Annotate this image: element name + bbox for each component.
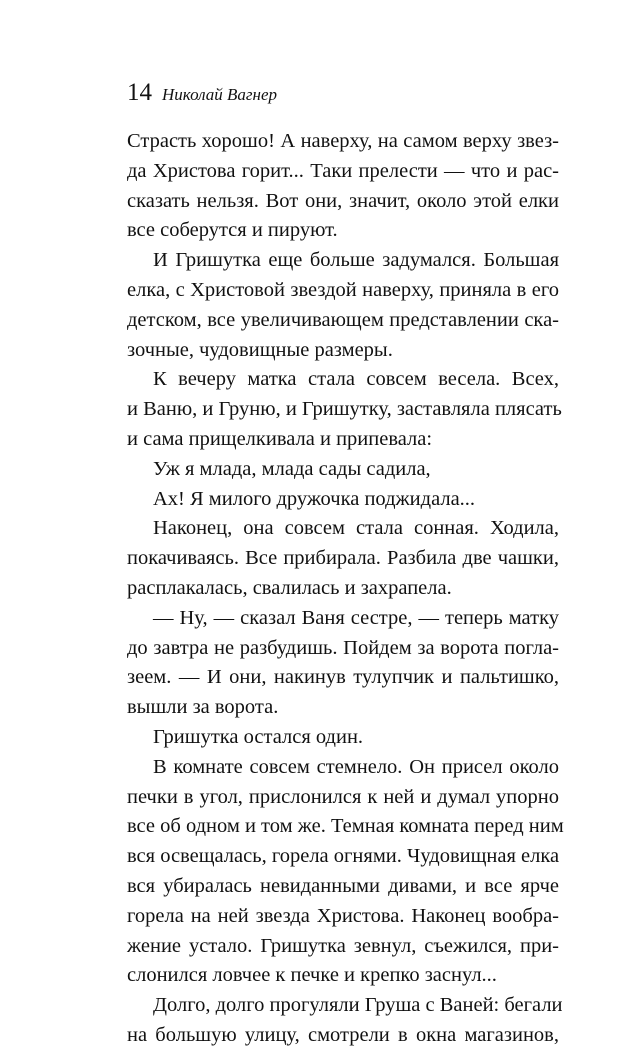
text-line: зочные, чудовищные размеры.: [127, 338, 393, 361]
text-line: печки в угол, прислонился к ней и думал упорно: [127, 785, 559, 808]
text-line: елка, с Христовой звездой наверху, приняла в его: [127, 278, 559, 301]
text-line: В комнате совсем стемнело. Он присел около: [153, 755, 559, 778]
text-line: Уж я млада, млада сады садила,: [153, 457, 431, 480]
text-line: до завтра не разбудишь. Пойдем за ворота погла-: [127, 636, 559, 659]
text-line: расплакалась, свалилась и захрапела.: [127, 576, 452, 599]
page-header: [127, 79, 277, 107]
text-line: и Ваню, и Груню, и Гришутку, заставляла плясать: [127, 398, 562, 421]
text-line: все об одном и том же. Темная комната перед ним: [127, 815, 564, 838]
text-line: да Христова горит... Таки прелести — что и рас-: [127, 159, 559, 182]
text-line: детском, все увеличивающем представлении ска-: [127, 308, 559, 331]
text-line: покачиваясь. Все прибирала. Разбила две чашки,: [127, 547, 559, 570]
text-line: зеем. — И они, накинув тулупчик и пальтишко,: [127, 666, 559, 689]
body-text: [127, 127, 564, 1051]
running-head-author: Николай Вагнер: [162, 85, 278, 104]
text-line: жение устало. Гришутка зевнул, съежился, при-: [127, 934, 559, 957]
text-line: Наконец, она совсем стала сонная. Ходила,: [153, 517, 559, 540]
text-line: — Ну, — сказал Ваня сестре, — теперь матку: [153, 606, 559, 629]
page-number: 14: [127, 79, 152, 106]
text-line: все соберутся и пируют.: [127, 219, 338, 242]
text-line: вся убиралась невиданными дивами, и все ярче: [127, 874, 559, 897]
text-line: Долго, долго прогуляли Груша с Ваней: бегали: [153, 994, 563, 1017]
text-line: на большую улицу, смотрели в окна магазинов,: [127, 1023, 559, 1046]
text-line: слонился ловчее к печке и крепко заснул...: [127, 964, 497, 987]
text-line: И Гришутка еще больше задумался. Большая: [153, 249, 559, 272]
text-line: сказать нельзя. Вот они, значит, около этой елки: [127, 189, 559, 212]
text-line: Ах! Я милого дружочка поджидала...: [153, 487, 476, 510]
text-line: вышли за ворота.: [127, 696, 279, 719]
text-line: Страсть хорошо! А наверху, на самом верху звез-: [127, 130, 559, 152]
text-line: Гришутка остался один.: [153, 725, 364, 748]
text-line: и сама прищелкивала и припевала:: [127, 427, 433, 450]
text-line: вся освещалась, горела огнями. Чудовищная елка: [127, 845, 560, 868]
text-line: К вечеру матка стала совсем весела. Всех,: [153, 368, 559, 391]
text-line: горела на ней звезда Христова. Наконец вообра-: [127, 904, 559, 927]
